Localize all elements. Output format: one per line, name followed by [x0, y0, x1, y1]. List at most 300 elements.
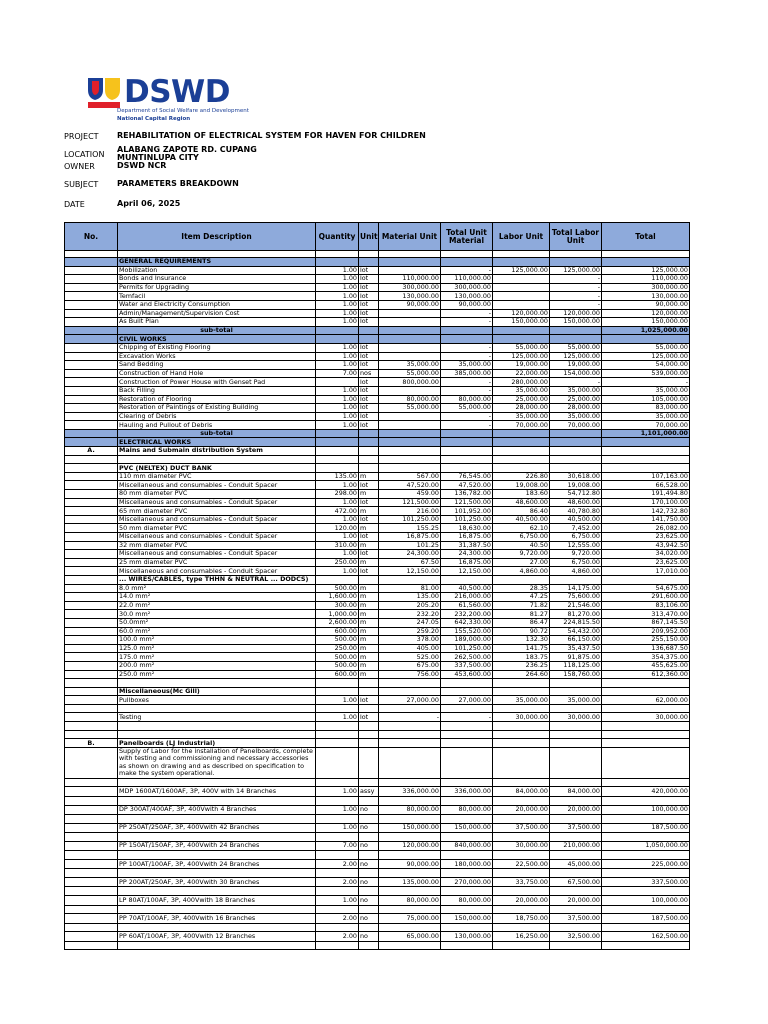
- cell-unit: lot: [359, 361, 379, 370]
- cell-qty: 1.00: [316, 713, 359, 722]
- cell-lab: 22,500.00: [493, 859, 550, 869]
- cell-desc: 50.0mm²: [118, 618, 316, 627]
- table-row: [65, 805, 690, 815]
- cell-tlab: 118,125.00: [550, 661, 602, 670]
- cell-tlab: [550, 575, 602, 584]
- cell-lab: 226.80: [493, 472, 550, 481]
- cell-qty: 1.00: [316, 283, 359, 292]
- cell-unit: nos: [359, 369, 379, 378]
- cell-mat: [379, 455, 441, 464]
- cell-mat: 300,000.00: [379, 283, 441, 292]
- cell-desc: sub-total: [118, 326, 316, 335]
- cell-qty: [316, 326, 359, 335]
- cell-tmat: 16,875.00: [441, 558, 493, 567]
- cell-tlab: 25,000.00: [550, 395, 602, 404]
- cell-total: 187,500.00: [602, 914, 690, 924]
- cell-tmat: [441, 887, 493, 896]
- cell-desc: 100.0 mm²: [118, 636, 316, 645]
- cell-tlab: 224,815.50: [550, 618, 602, 627]
- table-body: [65, 251, 690, 950]
- table-row: [65, 318, 690, 327]
- cell-tmat: [441, 722, 493, 731]
- cell-total: 35,000.00: [602, 386, 690, 395]
- cell-unit: [359, 923, 379, 932]
- cell-total: [602, 796, 690, 805]
- cell-lab: 40.50: [493, 541, 550, 550]
- cell-desc: 14.0 mm²: [118, 593, 316, 602]
- cell-tmat: -: [441, 318, 493, 327]
- cell-total: 110,000.00: [602, 275, 690, 284]
- cell-desc: PVC (NELTEX) DUCT BANK: [118, 464, 316, 473]
- cell-unit: [359, 796, 379, 805]
- cell-unit: m: [359, 670, 379, 679]
- cell-no: [65, 326, 118, 335]
- table-row: [65, 352, 690, 361]
- cell-lab: 40,500.00: [493, 515, 550, 524]
- cell-desc: Restoration of Flooring: [118, 395, 316, 404]
- cell-total: [602, 778, 690, 787]
- cell-unit: lot: [359, 292, 379, 301]
- cell-total: 187,500.00: [602, 823, 690, 833]
- cell-qty: 1.00: [316, 787, 359, 797]
- cell-desc: PP 100AT/100AF, 3P, 400Vwith 24 Branches: [118, 859, 316, 869]
- cell-lab: [493, 833, 550, 842]
- cell-no: [65, 386, 118, 395]
- table-row: [65, 378, 690, 387]
- cell-unit: [359, 887, 379, 896]
- cell-unit: [359, 326, 379, 335]
- cell-tlab: [550, 833, 602, 842]
- cell-unit: [359, 851, 379, 860]
- table-row: [65, 823, 690, 833]
- cell-total: 34,020.00: [602, 550, 690, 559]
- cell-no: [65, 923, 118, 932]
- cell-lab: [493, 275, 550, 284]
- cell-unit: lot: [359, 404, 379, 413]
- cell-unit: [359, 869, 379, 878]
- table-row: [65, 747, 690, 778]
- cell-unit: lot: [359, 300, 379, 309]
- cell-desc: [118, 778, 316, 787]
- cell-mat: 90,000.00: [379, 300, 441, 309]
- cell-qty: 1.00: [316, 318, 359, 327]
- cell-no: [65, 378, 118, 387]
- cell-total: 83,106.00: [602, 601, 690, 610]
- cell-tmat: [441, 687, 493, 696]
- cell-no: [65, 823, 118, 833]
- cell-mat: 525.00: [379, 653, 441, 662]
- cell-unit: [359, 905, 379, 914]
- cell-desc: [118, 869, 316, 878]
- cell-tmat: 27,000.00: [441, 696, 493, 705]
- cell-lab: [493, 905, 550, 914]
- cell-qty: 500.00: [316, 661, 359, 670]
- cell-unit: [359, 455, 379, 464]
- table-row: [65, 722, 690, 731]
- cell-tlab: 55,000.00: [550, 343, 602, 352]
- date-label: DATE: [64, 200, 85, 209]
- cell-qty: [316, 704, 359, 713]
- cell-desc: Chipping of Existing Flooring: [118, 343, 316, 352]
- cell-mat: 12,150.00: [379, 567, 441, 576]
- cell-mat: 47,520.00: [379, 481, 441, 490]
- cell-total: 70,000.00: [602, 421, 690, 430]
- cell-qty: 7.00: [316, 841, 359, 851]
- cell-desc: Construction of Hand Hole: [118, 369, 316, 378]
- cell-lab: 183.60: [493, 490, 550, 499]
- cell-total: [602, 335, 690, 344]
- cell-qty: [316, 869, 359, 878]
- cell-tmat: [441, 941, 493, 950]
- table-row: [65, 455, 690, 464]
- cell-qty: [316, 575, 359, 584]
- cell-tmat: [441, 447, 493, 456]
- cell-unit: m: [359, 627, 379, 636]
- cell-lab: 84,000.00: [493, 787, 550, 797]
- cell-unit: [359, 730, 379, 739]
- cell-total: [602, 833, 690, 842]
- cell-tmat: [441, 679, 493, 688]
- cell-lab: [493, 923, 550, 932]
- cell-tlab: 21,546.00: [550, 601, 602, 610]
- cell-qty: 1.00: [316, 896, 359, 906]
- cell-tmat: [441, 796, 493, 805]
- cell-mat: 65,000.00: [379, 932, 441, 942]
- cell-qty: [316, 851, 359, 860]
- cell-tlab: 70,000.00: [550, 421, 602, 430]
- cell-unit: lot: [359, 266, 379, 275]
- cell-unit: [359, 429, 379, 438]
- cell-desc: [118, 796, 316, 805]
- cell-total: 26,082.00: [602, 524, 690, 533]
- cell-tmat: 130,000.00: [441, 292, 493, 301]
- cell-no: [65, 722, 118, 731]
- cell-tmat: 840,000.00: [441, 841, 493, 851]
- cell-desc: sub-total: [118, 429, 316, 438]
- cell-desc: 65 mm diameter PVC: [118, 507, 316, 516]
- cell-mat: [379, 722, 441, 731]
- cell-desc: Miscellaneous and consumables - Conduit Spacer: [118, 515, 316, 524]
- header-total-labor: Total Labor Unit: [550, 223, 602, 251]
- cell-lab: 141.75: [493, 644, 550, 653]
- cell-tmat: [441, 815, 493, 824]
- table-row: [65, 541, 690, 550]
- cell-total: 100,000.00: [602, 896, 690, 906]
- cell-total: 54,675.00: [602, 584, 690, 593]
- cell-tlab: 84,000.00: [550, 787, 602, 797]
- cell-desc: Permits for Upgrading: [118, 283, 316, 292]
- cell-desc: Construction of Power House with Genset Pad: [118, 378, 316, 387]
- cell-qty: [316, 747, 359, 778]
- cell-total: 162,500.00: [602, 932, 690, 942]
- cell-desc: [118, 887, 316, 896]
- cell-lab: 71.82: [493, 601, 550, 610]
- cell-unit: lot: [359, 309, 379, 318]
- cell-lab: [493, 851, 550, 860]
- table-row: [65, 404, 690, 413]
- cell-qty: 1.00: [316, 266, 359, 275]
- owner-label: OWNER: [64, 162, 95, 171]
- cell-lab: 30,000.00: [493, 713, 550, 722]
- cell-no: [65, 343, 118, 352]
- cell-unit: no: [359, 877, 379, 887]
- cell-desc: 60.0 mm²: [118, 627, 316, 636]
- cell-unit: lot: [359, 481, 379, 490]
- cell-lab: 18,750.00: [493, 914, 550, 924]
- table-row: [65, 896, 690, 906]
- cell-no: [65, 670, 118, 679]
- cell-total: 125,000.00: [602, 266, 690, 275]
- cell-total: 225,000.00: [602, 859, 690, 869]
- cell-no: [65, 361, 118, 370]
- cell-desc: Restoration of Paintings of Existing Building: [118, 404, 316, 413]
- cell-no: [65, 472, 118, 481]
- cell-total: [602, 815, 690, 824]
- cell-desc: Clearing of Debris: [118, 412, 316, 421]
- logo-subtitle: Department of Social Welfare and Development: [117, 108, 249, 114]
- cell-tlab: 210,000.00: [550, 841, 602, 851]
- cell-unit: m: [359, 601, 379, 610]
- cell-no: [65, 533, 118, 542]
- table-row: [65, 335, 690, 344]
- cell-qty: 1.00: [316, 515, 359, 524]
- cell-no: [65, 395, 118, 404]
- table-row: [65, 283, 690, 292]
- table-row: [65, 636, 690, 645]
- cell-lab: [493, 575, 550, 584]
- cell-tlab: 14,175.00: [550, 584, 602, 593]
- table-row: [65, 941, 690, 950]
- cell-desc: PP 250AT/250AF, 3P, 400Vwith 42 Branches: [118, 823, 316, 833]
- cell-total: 105,000.00: [602, 395, 690, 404]
- cell-qty: 2.00: [316, 932, 359, 942]
- cell-desc: Miscellaneous and consumables - Conduit Spacer: [118, 567, 316, 576]
- cell-tmat: [441, 833, 493, 842]
- cell-lab: [493, 438, 550, 447]
- cell-tmat: 101,250.00: [441, 515, 493, 524]
- header-material: Material Unit: [379, 223, 441, 251]
- cell-qty: [316, 778, 359, 787]
- cell-mat: 110,000.00: [379, 275, 441, 284]
- cell-unit: [359, 833, 379, 842]
- cell-tlab: 67,500.00: [550, 877, 602, 887]
- cell-lab: 20,000.00: [493, 896, 550, 906]
- cell-mat: [379, 704, 441, 713]
- cell-unit: no: [359, 932, 379, 942]
- cell-unit: lot: [359, 550, 379, 559]
- cell-lab: 35,000.00: [493, 696, 550, 705]
- table-row: [65, 627, 690, 636]
- cell-lab: 9,720.00: [493, 550, 550, 559]
- cell-tlab: [550, 429, 602, 438]
- cell-no: [65, 251, 118, 258]
- cell-unit: m: [359, 524, 379, 533]
- cell-tlab: 35,437.50: [550, 644, 602, 653]
- cell-unit: m: [359, 541, 379, 550]
- cell-mat: 27,000.00: [379, 696, 441, 705]
- cell-no: [65, 877, 118, 887]
- location-value: ALABANG ZAPOTE RD. CUPANG MUNTINLUPA CITY: [117, 145, 257, 162]
- header-qty: Quantity: [316, 223, 359, 251]
- cell-mat: [379, 941, 441, 950]
- cell-tlab: [550, 730, 602, 739]
- cell-unit: assy: [359, 787, 379, 797]
- cell-unit: [359, 464, 379, 473]
- cell-unit: m: [359, 593, 379, 602]
- cell-tlab: [550, 851, 602, 860]
- cell-qty: 1.00: [316, 309, 359, 318]
- cell-tmat: 76,545.00: [441, 472, 493, 481]
- cell-no: [65, 567, 118, 576]
- cell-no: [65, 704, 118, 713]
- cell-tlab: [550, 335, 602, 344]
- cell-tlab: 28,000.00: [550, 404, 602, 413]
- cell-tmat: 216,000.00: [441, 593, 493, 602]
- cell-no: [65, 905, 118, 914]
- cell-mat: [379, 815, 441, 824]
- table-row: [65, 472, 690, 481]
- cell-qty: 1.00: [316, 412, 359, 421]
- cell-desc: [118, 455, 316, 464]
- cell-lab: [493, 739, 550, 748]
- cell-qty: 1.00: [316, 352, 359, 361]
- table-row: [65, 584, 690, 593]
- cell-no: [65, 412, 118, 421]
- cell-desc: 22.0 mm²: [118, 601, 316, 610]
- cell-lab: 86.47: [493, 618, 550, 627]
- cell-mat: [379, 464, 441, 473]
- cell-tmat: [441, 869, 493, 878]
- cell-lab: [493, 722, 550, 731]
- cell-unit: m: [359, 558, 379, 567]
- cell-no: [65, 369, 118, 378]
- cell-lab: [493, 747, 550, 778]
- header-labor: Labor Unit: [493, 223, 550, 251]
- cell-mat: 336,000.00: [379, 787, 441, 797]
- cell-no: A.: [65, 447, 118, 456]
- table-row: [65, 932, 690, 942]
- cell-unit: [359, 941, 379, 950]
- cell-qty: [316, 730, 359, 739]
- cell-no: [65, 584, 118, 593]
- table-row: [65, 421, 690, 430]
- cell-tmat: [441, 464, 493, 473]
- cell-unit: no: [359, 805, 379, 815]
- cell-desc: CIVIL WORKS: [118, 335, 316, 344]
- cell-mat: 155.25: [379, 524, 441, 533]
- header-total: Total: [602, 223, 690, 251]
- cell-total: 125,000.00: [602, 352, 690, 361]
- cell-total: [602, 704, 690, 713]
- cell-qty: 1,000.00: [316, 610, 359, 619]
- cell-total: -: [602, 378, 690, 387]
- table-row: [65, 326, 690, 335]
- cell-tlab: 54,712.80: [550, 490, 602, 499]
- cell-lab: [493, 687, 550, 696]
- cell-no: [65, 558, 118, 567]
- cell-total: 455,625.00: [602, 661, 690, 670]
- table-row: [65, 498, 690, 507]
- cell-total: 1,050,000.00: [602, 841, 690, 851]
- cell-lab: 35,000.00: [493, 412, 550, 421]
- cell-qty: 2.00: [316, 877, 359, 887]
- cell-tlab: [550, 747, 602, 778]
- cell-lab: 47.25: [493, 593, 550, 602]
- cell-no: [65, 713, 118, 722]
- cell-mat: [379, 421, 441, 430]
- cell-total: 136,687.50: [602, 644, 690, 653]
- header-desc: Item Description: [118, 223, 316, 251]
- cell-tmat: 90,000.00: [441, 300, 493, 309]
- cell-unit: lot: [359, 412, 379, 421]
- cell-total: 62,000.00: [602, 696, 690, 705]
- cell-tlab: 30,000.00: [550, 713, 602, 722]
- table-row: [65, 490, 690, 499]
- cell-tlab: [550, 923, 602, 932]
- cell-qty: [316, 679, 359, 688]
- cell-tmat: -: [441, 343, 493, 352]
- cell-total: 55,000.00: [602, 343, 690, 352]
- cell-no: [65, 796, 118, 805]
- table-row: [65, 464, 690, 473]
- cell-qty: 600.00: [316, 670, 359, 679]
- cell-tmat: 385,000.00: [441, 369, 493, 378]
- cell-qty: 120.00: [316, 524, 359, 533]
- cell-tlab: 40,780.80: [550, 507, 602, 516]
- cell-desc: Admin/Management/Supervision Cost: [118, 309, 316, 318]
- cell-tmat: 336,000.00: [441, 787, 493, 797]
- cell-desc: 32 mm diameter PVC: [118, 541, 316, 550]
- cell-tlab: [550, 455, 602, 464]
- cell-tmat: [441, 851, 493, 860]
- cell-lab: [493, 292, 550, 301]
- cell-tmat: 12,150.00: [441, 567, 493, 576]
- cell-lab: [493, 429, 550, 438]
- cell-no: [65, 610, 118, 619]
- cell-no: [65, 438, 118, 447]
- cell-tmat: [441, 739, 493, 748]
- cell-no: [65, 429, 118, 438]
- cell-total: 23,625.00: [602, 558, 690, 567]
- cell-mat: 405.00: [379, 644, 441, 653]
- table-row: [65, 730, 690, 739]
- cell-unit: lot: [359, 696, 379, 705]
- logo-region: National Capital Region: [117, 116, 191, 122]
- cell-total: 141,750.00: [602, 515, 690, 524]
- cell-tmat: 189,000.00: [441, 636, 493, 645]
- cell-mat: [379, 429, 441, 438]
- cell-tlab: 158,760.00: [550, 670, 602, 679]
- cell-lab: 280,000.00: [493, 378, 550, 387]
- cell-lab: 55,000.00: [493, 343, 550, 352]
- cell-total: 867,145.50: [602, 618, 690, 627]
- cell-tmat: [441, 575, 493, 584]
- cell-no: [65, 696, 118, 705]
- cell-desc: Miscellaneous and consumables - Conduit Spacer: [118, 498, 316, 507]
- cell-no: [65, 914, 118, 924]
- cell-no: [65, 679, 118, 688]
- cell-total: [602, 447, 690, 456]
- cell-tlab: 6,750.00: [550, 558, 602, 567]
- cell-desc: PP 60AT/100AF, 3P, 400Vwith 12 Branches: [118, 932, 316, 942]
- cell-qty: 1.00: [316, 395, 359, 404]
- table-header: [65, 223, 690, 251]
- cell-total: [602, 869, 690, 878]
- cell-mat: 101,250.00: [379, 515, 441, 524]
- cell-tlab: [550, 464, 602, 473]
- table-row: [65, 309, 690, 318]
- cell-lab: 132.30: [493, 636, 550, 645]
